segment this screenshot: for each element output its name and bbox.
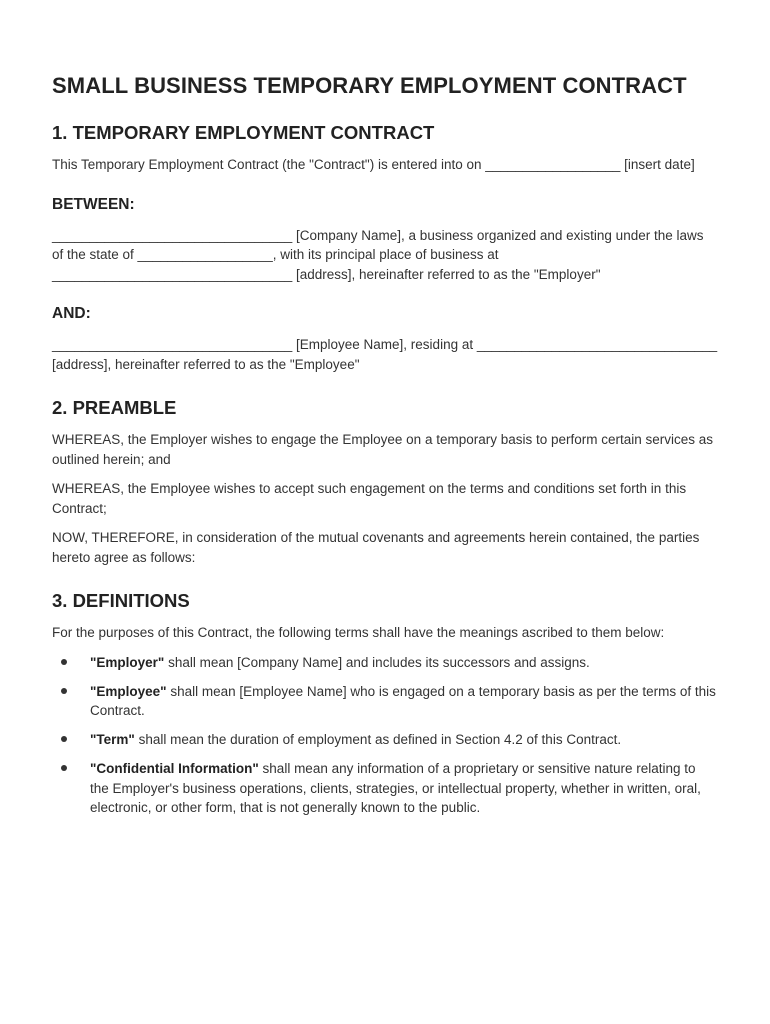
section-heading-definitions: 3. DEFINITIONS: [52, 590, 190, 611]
preamble-paragraph: NOW, THEREFORE, in consideration of the mutual covenants and agreements herein contained, the parties hereto agree as follows:: [52, 530, 700, 565]
document-title: SMALL BUSINESS TEMPORARY EMPLOYMENT CONTRACT: [52, 73, 687, 98]
definition-item: [52, 682, 718, 721]
between-label: BETWEEN:: [52, 195, 135, 213]
definition-item: [52, 730, 718, 750]
definition-term: "Employer": [90, 654, 165, 670]
bullet-icon: [61, 659, 67, 665]
contract-intro-paragraph: This Temporary Employment Contract (the "Contract") is entered into on __________________ [insert date]: [52, 157, 695, 172]
definition-text: shall mean any information of a proprietary or sensitive nature relating to the Employer's business operations, clients, strategies, or intellectual property, whether in written, oral, electronic, or other form, that is not generally known to the public.: [90, 761, 701, 815]
section-heading-temporary-employment-contract: 1. TEMPORARY EMPLOYMENT CONTRACT: [52, 122, 435, 143]
section-heading-preamble: 2. PREAMBLE: [52, 397, 177, 418]
definition-text: shall mean the duration of employment as defined in Section 4.2 of this Contract.: [134, 732, 622, 747]
definition-term: "Term": [90, 732, 135, 747]
employer-details-paragraph: ________________________________ [Company Name], a business organized and existing under the laws of the state of __________________, with its principal place of business at ________________________________ [address], hereinafter referred to as the "Employer": [52, 227, 704, 282]
and-label: AND:: [52, 305, 91, 322]
definition-text: shall mean [Company Name] and includes its successors and assigns.: [164, 654, 590, 670]
definitions-intro-paragraph: For the purposes of this Contract, the following terms shall have the meanings ascribed to them below:: [52, 625, 665, 640]
preamble-paragraph: WHEREAS, the Employee wishes to accept such engagement on the terms and conditions set forth in this Contract;: [52, 481, 687, 516]
bullet-icon: [61, 736, 67, 742]
employee-details-paragraph: ________________________________ [Employee Name], residing at ________________________________ [address], hereinafter referred to as the "Employee": [52, 337, 718, 372]
definition-item: [52, 653, 718, 673]
definition-term: "Confidential Information": [90, 761, 259, 776]
preamble-paragraph: WHEREAS, the Employer wishes to engage the Employee on a temporary basis to perform certain services as outlined herein; and: [52, 432, 714, 467]
definition-term: "Employee": [90, 683, 167, 699]
definition-text: shall mean [Employee Name] who is engaged on a temporary basis as per the terms of this Contract.: [90, 683, 716, 718]
bullet-icon: [61, 765, 67, 771]
bullet-icon: [61, 688, 67, 694]
definitions-list: [52, 653, 718, 818]
definition-item: [52, 759, 718, 818]
